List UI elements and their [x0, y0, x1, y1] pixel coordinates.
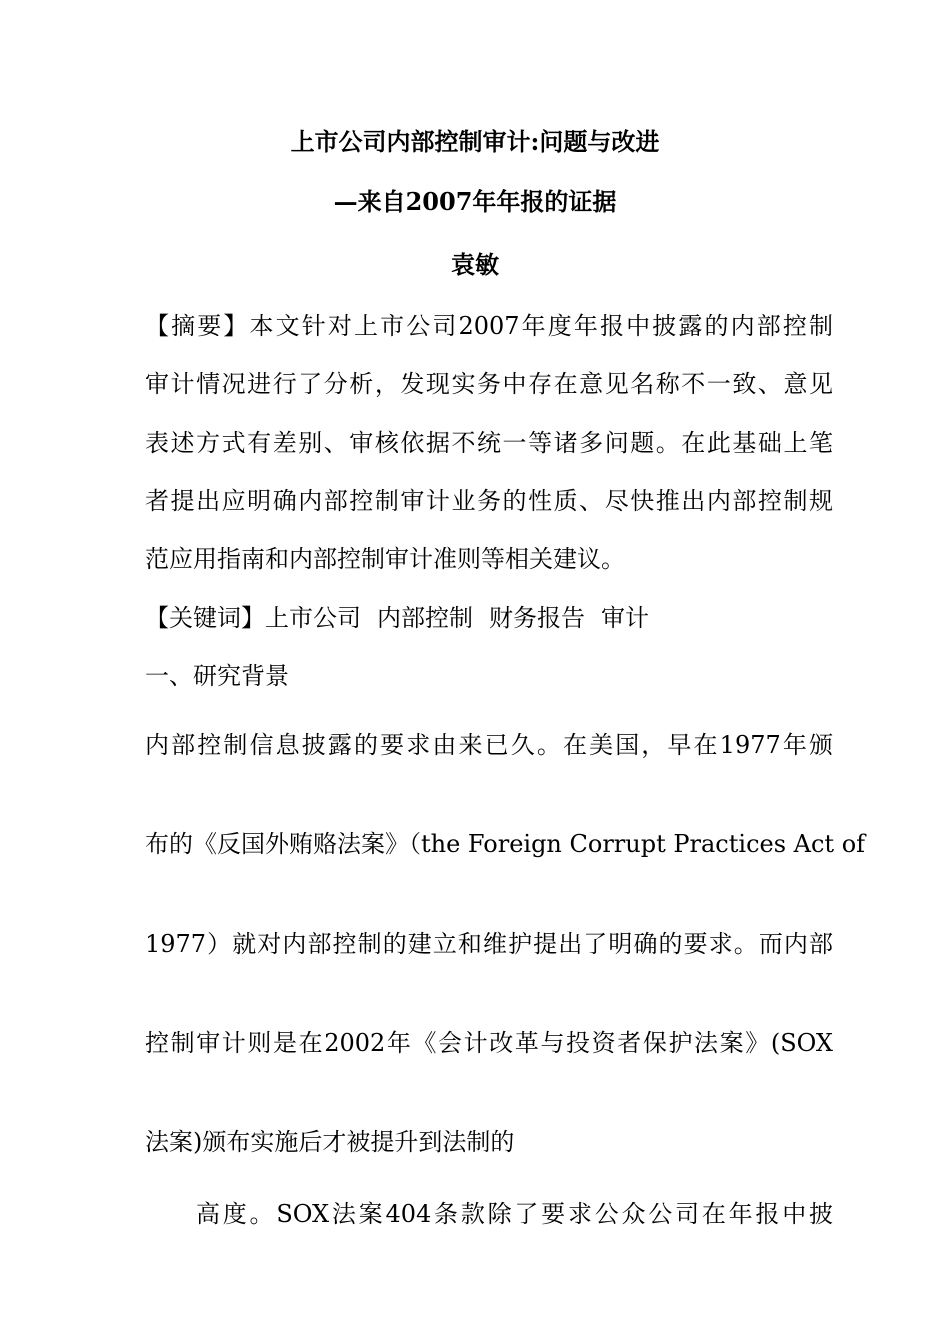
abstract-line: 者提出应明确内部控制审计业务的性质、尽快推出内部控制规: [145, 487, 833, 515]
keyword-item: 财务报告: [489, 604, 585, 632]
body-line: 内部控制信息披露的要求由来已久。在美国，早在1977年颁: [145, 731, 833, 759]
section-heading: 一、研究背景: [145, 662, 289, 690]
abstract-line: 范应用指南和内部控制审计准则等相关建议。: [145, 545, 625, 573]
next-paragraph-line: 高度。SOX法案404条款除了要求公众公司在年报中披: [196, 1200, 833, 1228]
keyword-item: 审计: [601, 604, 649, 632]
keyword-item: 内部控制: [377, 604, 473, 632]
body-line: 法案)颁布实施后才被提升到法制的: [145, 1128, 515, 1156]
body-line: 控制审计则是在2002年《会计改革与投资者保护法案》(SOX: [145, 1029, 833, 1057]
abstract-line: 【摘要】本文针对上市公司2007年度年报中披露的内部控制: [145, 312, 833, 340]
document-author: 袁敏: [451, 250, 499, 279]
document-subtitle: —来自2007年年报的证据: [333, 187, 617, 216]
abstract-line: 审计情况进行了分析，发现实务中存在意见名称不一致、意见: [145, 370, 833, 398]
body-line: 布的《反国外贿赂法案》（the Foreign Corrupt Practices Act of: [145, 830, 866, 858]
body-line: 1977）就对内部控制的建立和维护提出了明确的要求。而内部: [145, 930, 833, 958]
document-title: 上市公司内部控制审计:问题与改进: [290, 127, 660, 156]
abstract-line: 表述方式有差别、审核依据不统一等诸多问题。在此基础上笔: [145, 429, 833, 457]
keywords-line: [145, 603, 833, 633]
keyword-item: 上市公司: [265, 604, 361, 632]
keywords-label: 【关键词】: [145, 604, 265, 632]
